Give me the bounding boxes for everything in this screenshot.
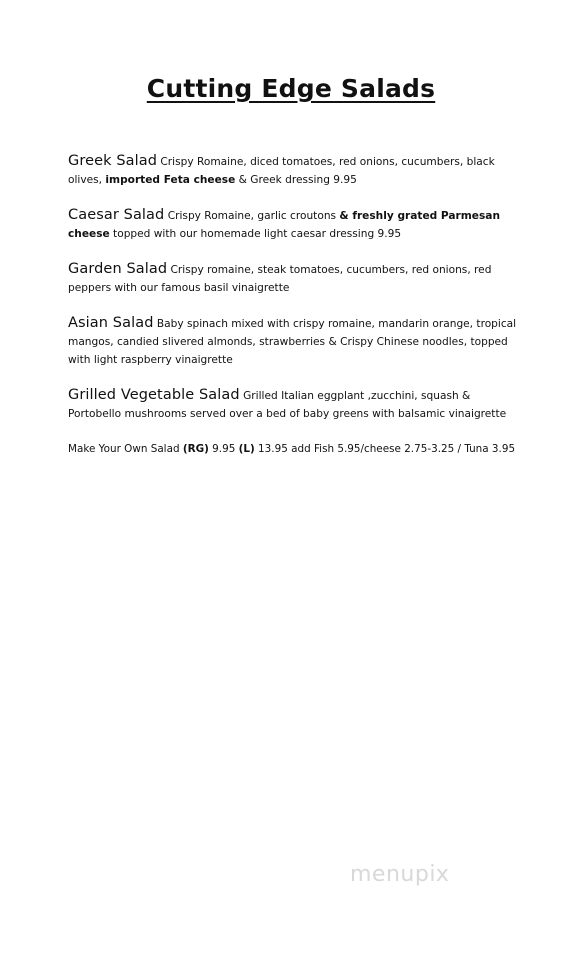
size-large-label: (L) <box>238 443 255 455</box>
make-your-own-salad-line <box>68 440 520 458</box>
item-name: Asian Salad <box>68 315 154 331</box>
custom-text: Make Your Own Salad <box>68 443 183 455</box>
item-name: Garden Salad <box>68 261 168 277</box>
item-description: Crispy Romaine, garlic croutons <box>164 210 340 222</box>
page-title: Cutting Edge Salads <box>146 74 436 103</box>
item-name: Grilled Vegetable Salad <box>68 387 240 403</box>
item-description: Grilled Italian eggplant ,zucchini, squash & Portobello mushrooms served over a bed of baby greens with balsamic vinaigrette <box>68 390 507 420</box>
salad-list <box>68 152 520 468</box>
size-regular-label: (RG) <box>182 443 209 455</box>
item-description: Crispy romaine, steak tomatoes, cucumbers, red onions, red peppers with our famous basil vinaigrette <box>68 264 492 294</box>
item-name: Caesar Salad <box>68 207 165 223</box>
item-description: Baby spinach mixed with crispy romaine, mandarin orange, tropical mangos, candied slivered almonds, strawberries & Crispy Chinese noodles, topped with light raspberry vinaigrette <box>68 318 517 366</box>
item-description-highlight: imported Feta cheese <box>105 174 236 186</box>
custom-text: 9.95 <box>208 443 239 455</box>
menu-item-grilled-vegetable-salad <box>68 386 520 423</box>
menu-item-greek-salad <box>68 152 520 189</box>
item-description: Crispy Romaine, diced tomatoes, red onions, cucumbers, black olives, <box>68 156 495 186</box>
menu-item-caesar-salad <box>68 206 520 243</box>
menu-item-asian-salad <box>68 314 520 369</box>
menupix-watermark: menupix <box>350 862 450 887</box>
menu-item-garden-salad <box>68 260 520 297</box>
item-description: topped with our homemade light caesar dressing 9.95 <box>109 228 402 240</box>
item-description-highlight: & freshly grated Parmesan cheese <box>68 210 500 240</box>
item-description: & Greek dressing 9.95 <box>235 174 357 186</box>
custom-text: 13.95 add Fish 5.95/cheese 2.75-3.25 / Tuna 3.95 <box>254 443 516 455</box>
item-name: Greek Salad <box>68 153 158 169</box>
